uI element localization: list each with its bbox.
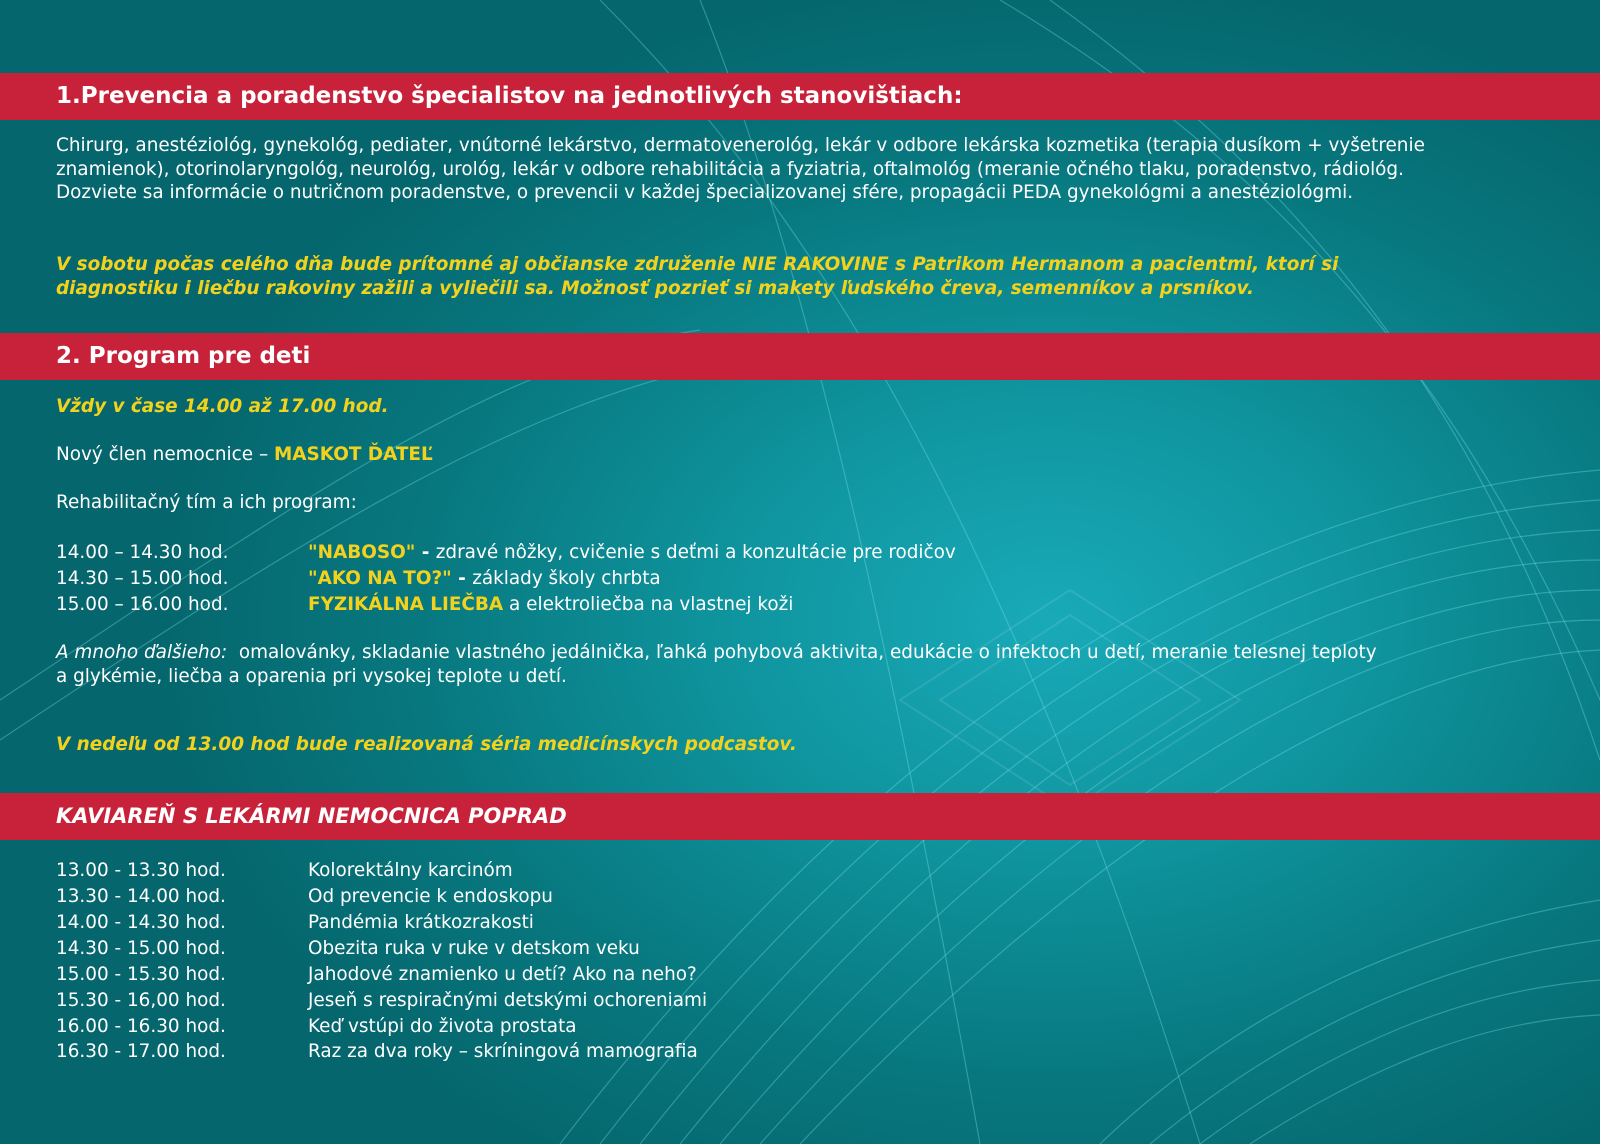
section-3-title: KAVIAREŇ S LEKÁRMI NEMOCNICA POPRAD — [56, 804, 567, 828]
body-line: Chirurg, anestéziológ, gynekológ, pediater, vnútorné lekárstvo, dermatovenerológ, lekár v odbore lekárska kozmetika (terapia dusíkom + vyšetrenie — [56, 135, 1425, 156]
kids-time-note: Vždy v čase 14.00 až 17.00 hod. — [56, 396, 389, 417]
schedule-text: a elektroliečba na vlastnej koži — [509, 594, 794, 615]
cafe-topic: Od prevencie k endoskopu — [308, 886, 553, 907]
cafe-topic: Jahodové znamienko u detí? Ako na neho? — [308, 964, 697, 985]
more-activities — [56, 641, 1377, 688]
mascot-name: MASKOT ĎATEĽ — [274, 444, 433, 465]
schedule-desc — [308, 567, 661, 591]
cafe-topic: Jeseň s respiračnými detskými ochoreniami — [308, 990, 708, 1011]
body-line: Dozviete sa informácie o nutričnom poradenstve, o prevencii v každej špecializovanej sfére, propagácii PEDA gynekológmi a anestéziológmi. — [56, 182, 1354, 203]
cafe-topic: Keď vstúpi do života prostata — [308, 1016, 577, 1037]
cafe-time: 16.30 - 17.00 hod. — [56, 1041, 226, 1062]
cafe-time: 13.30 - 14.00 hod. — [56, 886, 226, 907]
section-1-header — [0, 73, 1600, 120]
section-1-highlight — [56, 253, 1338, 300]
more-label: A mnoho ďalšieho: — [56, 642, 228, 663]
cafe-topic: Kolorektálny karcinóm — [308, 860, 513, 881]
cafe-time: 16.00 - 16.30 hod. — [56, 1016, 226, 1037]
cafe-topic: Obezita ruka v ruke v detskom veku — [308, 938, 640, 959]
rehab-intro: Rehabilitačný tím a ich program: — [56, 492, 357, 513]
body-line: znamienok), otorinolaryngológ, neurológ, urológ, lekár v odbore rehabilitácia a fyziatria, oftalmológ (meranie očného tlaku, poradenstvo, rádiológ. — [56, 158, 1404, 180]
schedule-desc — [308, 541, 956, 565]
highlight-line: diagnostiku i liečbu rakoviny zažili a vyliečili sa. Možnosť pozrieť si makety ľudského čreva, semenníkov a prsníkov. — [56, 277, 1254, 299]
schedule-text: základy školy chrbta — [472, 568, 661, 589]
schedule-highlight: "AKO NA TO?" — [308, 568, 452, 589]
cafe-time: 15.00 - 15.30 hod. — [56, 964, 226, 985]
more-text: omalovánky, skladanie vlastného jedálnička, ľahká pohybová aktivita, edukácie o infektoch u detí, meranie telesnej teploty — [227, 642, 1377, 663]
schedule-time: 15.00 – 16.00 hod. — [56, 594, 229, 615]
schedule-separator: - — [415, 542, 436, 563]
cafe-topic: Raz za dva roky – skríningová mamografia — [308, 1041, 698, 1062]
cafe-time: 13.00 - 13.30 hod. — [56, 860, 226, 881]
schedule-highlight: "NABOSO" — [308, 542, 416, 563]
cafe-time: 14.00 - 14.30 hod. — [56, 912, 226, 933]
section-1-title: 1.Prevencia a poradenstvo špecialistov na jednotlivých stanovištiach: — [56, 83, 963, 109]
new-member-prefix: Nový člen nemocnice – — [56, 444, 274, 465]
section-2-title: 2. Program pre deti — [56, 343, 311, 369]
section-2-header — [0, 333, 1600, 380]
more-activities-line — [56, 641, 1377, 665]
section-1-body — [56, 134, 1425, 205]
highlight-line: V sobotu počas celého dňa bude prítomné aj občianske združenie NIE RAKOVINE s Patrikom Hermanom a pacientmi, ktorí si — [56, 254, 1339, 275]
cafe-topic: Pandémia krátkozrakosti — [308, 912, 534, 933]
schedule-time: 14.00 – 14.30 hod. — [56, 542, 229, 563]
schedule-time: 14.30 – 15.00 hod. — [56, 568, 229, 589]
schedule-separator: - — [451, 568, 473, 589]
cafe-time: 15.30 - 16,00 hod. — [56, 990, 226, 1011]
schedule-desc — [308, 593, 793, 617]
section-3-header — [0, 793, 1600, 840]
schedule-highlight: FYZIKÁLNA LIEČBA — [308, 594, 504, 615]
more-activities-line: a glykémie, liečba a oparenia pri vysokej teplote u detí. — [56, 665, 567, 687]
podcast-note: V nedeľu od 13.00 hod bude realizovaná séria medicínskych podcastov. — [56, 734, 797, 755]
new-member-line — [56, 443, 433, 467]
schedule-text: zdravé nôžky, cvičenie s deťmi a konzultácie pre rodičov — [435, 542, 956, 563]
cafe-time: 14.30 - 15.00 hod. — [56, 938, 226, 959]
